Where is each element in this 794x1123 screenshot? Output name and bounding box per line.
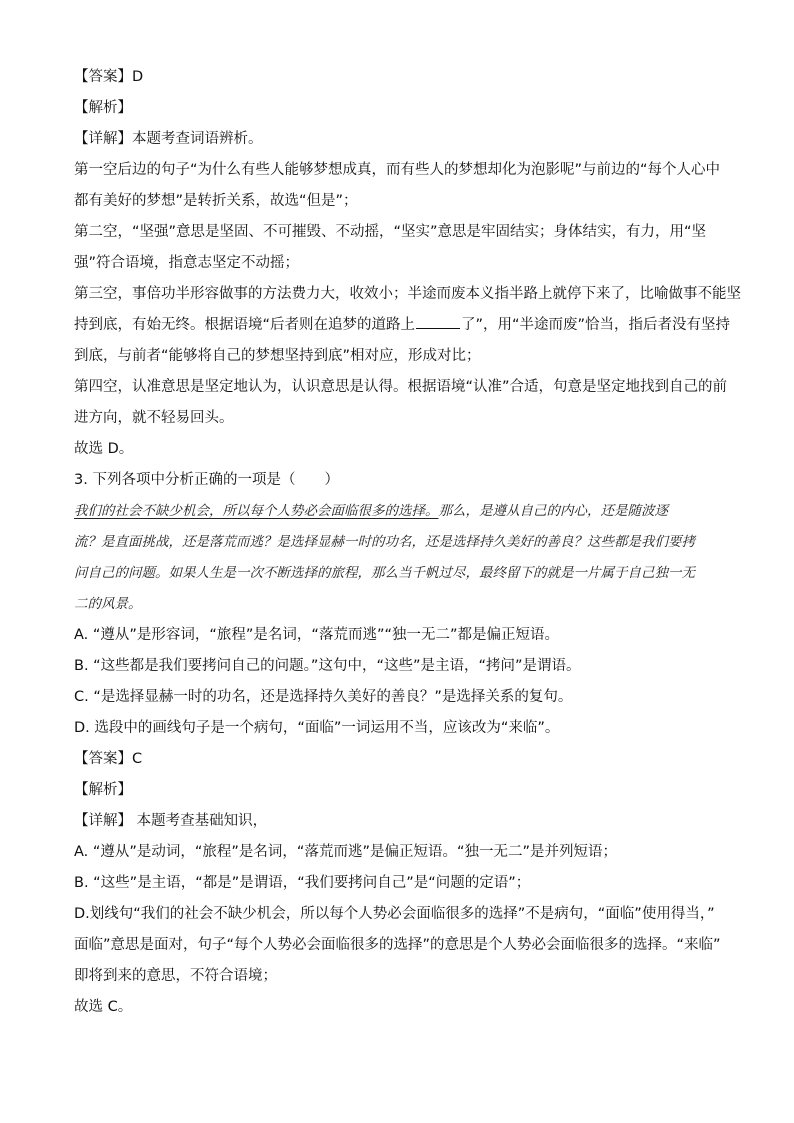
explanation-line: 第四空，认准意思是坚定地认为，认识意思是认得。根据语境“认准”合适，句意是坚定地找到自己的前 — [74, 379, 728, 395]
answer-value: D — [132, 69, 144, 85]
answer-label: 【答案】 — [74, 69, 132, 85]
answer-value: C — [132, 751, 143, 767]
explanation-line: 都有美好的梦想”是转折关系，故选“但是”； — [74, 193, 358, 209]
question-3-title: 3. 下列各项中分析正确的一项是（ ） — [74, 472, 339, 488]
explanation-line: 到底，与前者“能够将自己的梦想坚持到底”相对应，形成对比； — [74, 348, 481, 364]
text-before-blank: 持到底，有始无终。根据语境“后者则在追梦的道路上 — [74, 317, 416, 333]
explanation-line: 第三空，事倍功半形容做事的方法费力大，收效小；半途而废本义指半路上就停下来了，比喻做事不能坚 — [74, 286, 741, 302]
explanation-line: 强”符合语境，指意志坚定不动摇； — [74, 255, 300, 271]
passage-line: 二的风景。 — [74, 596, 142, 612]
option-b: B. “这些都是我们要拷问自己的问题。”这句中，“这些”是主语，“拷问”是谓语。 — [74, 658, 581, 674]
explanation-line-with-blank — [74, 310, 734, 341]
explanation-line: 即将到来的意思，不符合语境； — [74, 968, 277, 984]
option-c: C. “是选择显赫一时的功名，还是选择持久美好的善良？”是选择关系的复句。 — [74, 689, 573, 705]
explanation-line: 面临”意思是面对，句子“每个人势必会面临很多的选择”的意思是个人势必会面临很多的选择。“来临” — [74, 937, 721, 953]
detail-line — [74, 124, 734, 155]
option-d: D. 选段中的画线句子是一个病句，“面临”一词运用不当，应该改为“来临”。 — [74, 720, 560, 736]
detail-intro: 本题考查词语辨析。 — [132, 131, 263, 147]
explanation-line: 第二空，“坚强”意思是坚固、不可摧毁、不动摇，“坚实”意思是牢固结实；身体结实，有力，用“坚 — [74, 224, 707, 240]
analysis-label: 【解析】 — [74, 100, 132, 116]
explanation-line: B. “这些”是主语，“都是”是谓语，“我们要拷问自己”是“问题的定语”； — [74, 875, 531, 891]
explanation-line: A. “遵从”是动词，“旅程”是名词，“落荒而逃”是偏正短语。“独一无二”是并列短语； — [74, 844, 617, 860]
explanation-line: D.划线句“我们的社会不缺少机会，所以每个人势必会面临很多的选择”不是病句，“面临”使用得当，” — [74, 906, 715, 922]
conclusion-line: 故选 C。 — [74, 999, 133, 1015]
passage — [74, 496, 734, 620]
passage-line: 问自己的问题。如果人生是一次不断选择的旅程，那么当千帆过尽，最终留下的就是一片属于自己独一无 — [74, 565, 695, 581]
fill-blank — [416, 314, 460, 329]
answer-line — [74, 62, 734, 93]
detail-line — [74, 806, 734, 837]
conclusion-line: 故选 D。 — [74, 441, 134, 457]
text-after-blank: 了”，用“半途而废”恰当，指后者没有坚持 — [461, 317, 731, 333]
analysis-label: 【解析】 — [74, 782, 132, 798]
passage-line: 流？是直面挑战，还是落荒而逃？是选择显赫一时的功名，还是选择持久美好的善良？这些都是我们要拷 — [74, 534, 695, 550]
answer-label: 【答案】 — [74, 751, 132, 767]
answer-line — [74, 744, 734, 775]
underlined-sentence: 我们的社会不缺少机会，所以每个人势必会面临很多的选择。 — [74, 503, 439, 519]
explanation-line: 第一空后边的句子“为什么有些人能够梦想成真，而有些人的梦想却化为泡影呢”与前边的“每个人心中 — [74, 162, 721, 178]
detail-label: 【详解】 — [74, 131, 132, 147]
detail-intro: 本题考查基础知识， — [136, 813, 268, 829]
explanation-line: 进方向，就不轻易回头。 — [74, 410, 234, 426]
document-page — [74, 62, 741, 1023]
passage-text: 那么，是遵从自己的内心，还是随波逐 — [438, 503, 668, 519]
option-a: A. “遵从”是形容词，“旅程”是名词，“落荒而逃”“独一无二”都是偏正短语。 — [74, 627, 559, 643]
detail-label: 【详解】 — [74, 813, 132, 829]
passage-line — [74, 496, 734, 527]
